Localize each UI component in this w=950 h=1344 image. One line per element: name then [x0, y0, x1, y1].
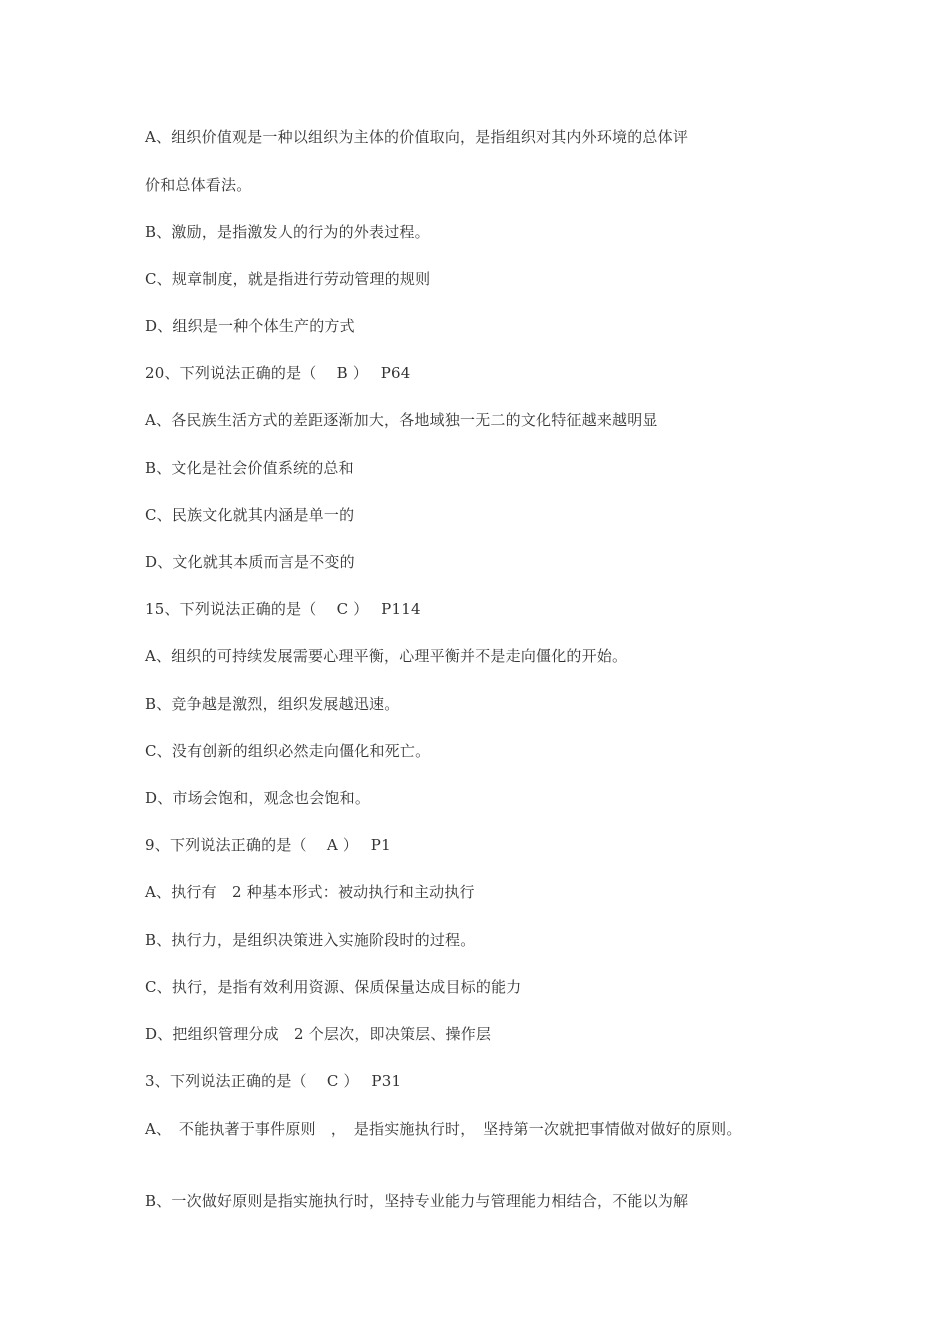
- question-9: 9、下列说法正确的是（ A ） P1: [145, 836, 391, 854]
- q20-option-c: C、民族文化就其内涵是单一的: [145, 506, 355, 524]
- question-20: 20、下列说法正确的是（ B ） P64: [145, 364, 411, 382]
- option-a-line-2: 价和总体看法。: [145, 176, 252, 194]
- q15-option-a: A、组织的可持续发展需要心理平衡，心理平衡并不是走向僵化的开始。: [145, 647, 628, 665]
- q3-option-b: B、一次做好原则是指实施执行时，坚持专业能力与管理能力相结合，不能以为解: [145, 1192, 689, 1210]
- option-b: B、激励，是指激发人的行为的外表过程。: [145, 223, 430, 241]
- option-d: D、组织是一种个体生产的方式: [145, 317, 355, 335]
- option-c: C、规章制度，就是指进行劳动管理的规则: [145, 270, 431, 288]
- q20-option-a: A、各民族生活方式的差距逐渐加大，各地域独一无二的文化特征越来越明显: [145, 411, 658, 429]
- option-a-line-1: A、组织价值观是一种以组织为主体的价值取向，是指组织对其内外环境的总体评: [145, 128, 689, 146]
- question-15: 15、下列说法正确的是（ C ） P114: [145, 600, 421, 618]
- q20-option-d: D、文化就其本质而言是不变的: [145, 553, 355, 571]
- q15-option-d: D、市场会饱和，观念也会饱和。: [145, 789, 371, 807]
- q9-option-a: A、执行有 2 种基本形式：被动执行和主动执行: [145, 883, 475, 901]
- q15-option-c: C、没有创新的组织必然走向僵化和死亡。: [145, 742, 431, 760]
- q15-option-b: B、竞争越是激烈，组织发展越迅速。: [145, 695, 400, 713]
- q20-option-b: B、文化是社会价值系统的总和: [145, 459, 354, 477]
- q3-option-a: A、 不能执著于事件原则 ， 是指实施执行时， 坚持第一次就把事情做对做好的原则。: [145, 1120, 742, 1138]
- q9-option-b: B、执行力，是组织决策进入实施阶段时的过程。: [145, 931, 476, 949]
- question-3: 3、下列说法正确的是（ C ） P31: [145, 1072, 402, 1090]
- q9-option-c: C、执行，是指有效利用资源、保质保量达成目标的能力: [145, 978, 522, 996]
- q9-option-d: D、把组织管理分成 2 个层次，即决策层、操作层: [145, 1025, 492, 1043]
